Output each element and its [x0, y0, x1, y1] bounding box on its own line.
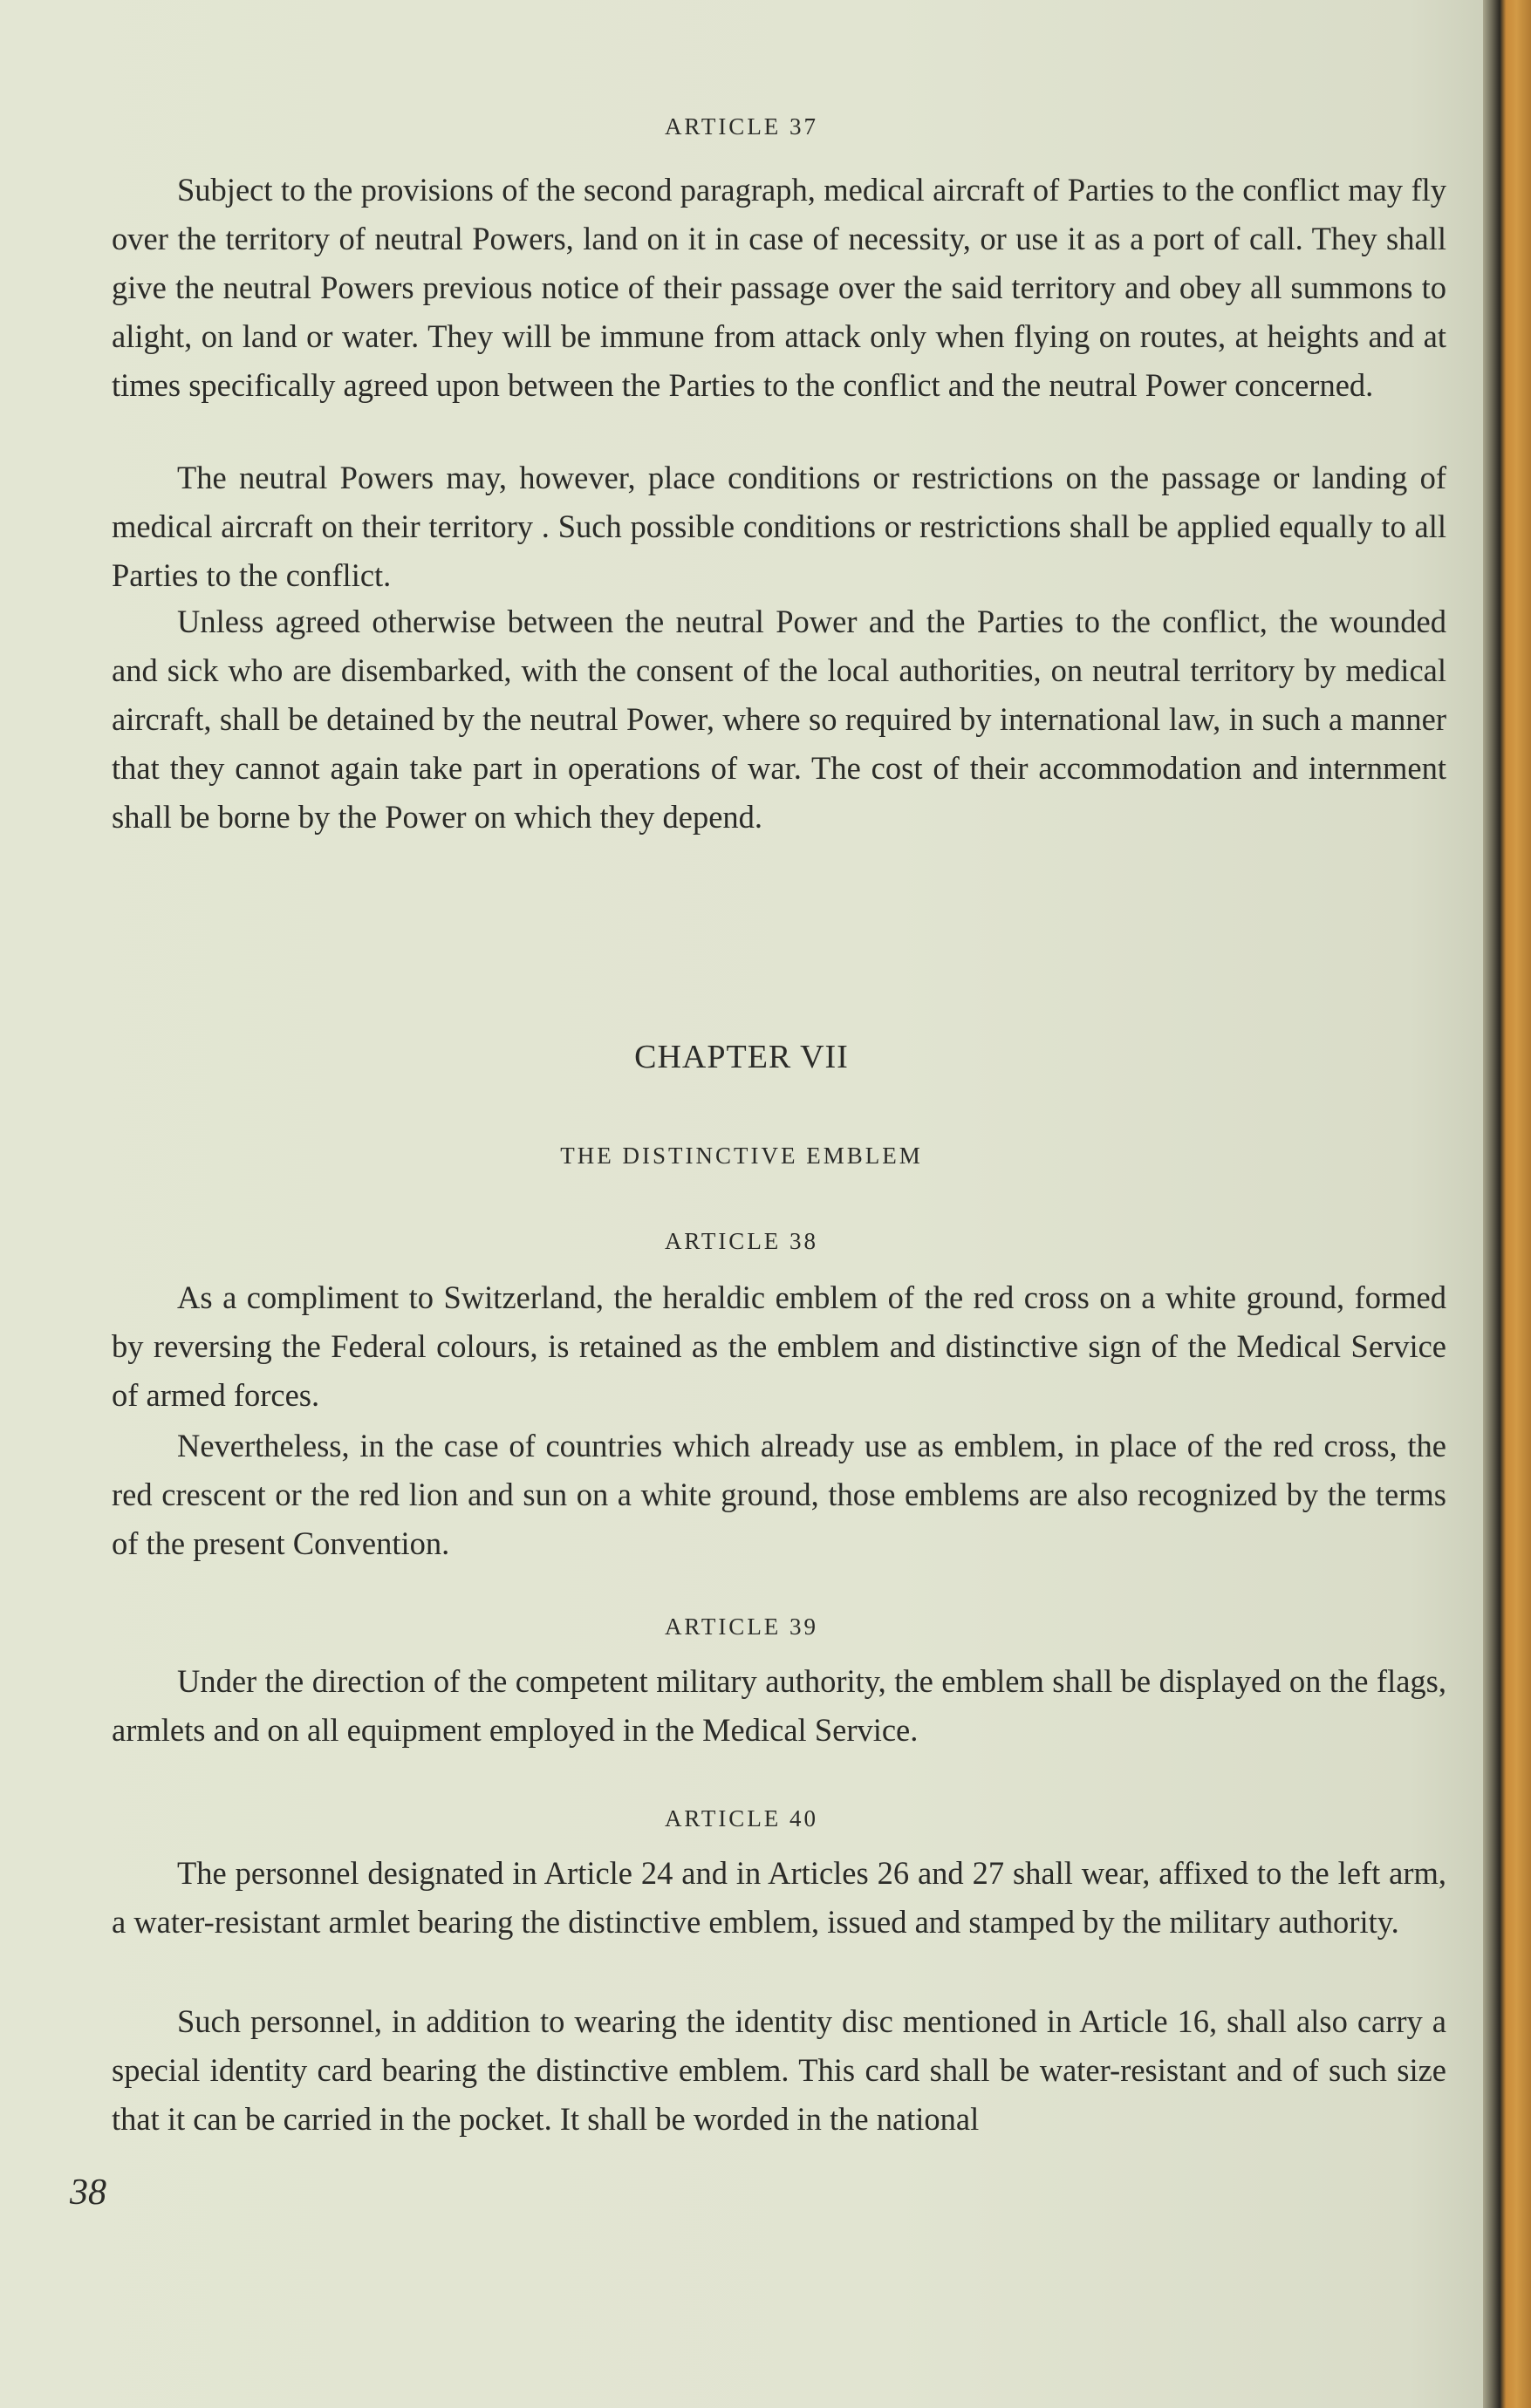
chapter-subtitle: THE DISTINCTIVE EMBLEM [560, 1143, 923, 1169]
article-37-heading: ARTICLE 37 [664, 113, 819, 140]
article-38-heading: ARTICLE 38 [664, 1228, 819, 1254]
article-40-paragraph-2: Such personnel, in addition to wearing the identity disc mentioned in Article 16, shall also carry a special identity card bearing the distinctive emblem. This card shall be water-resistant and of such size that it can be carried in the pocket. It shall be worded in the national [112, 2003, 1446, 2137]
article-40-heading: ARTICLE 40 [664, 1805, 819, 1832]
article-37-paragraph-2: The neutral Powers may, however, place conditions or restrictions on the passage or landing of medical aircraft on their territory . Such possible conditions or restrictions shall be applied equally to all Parties to the conflict. [112, 460, 1446, 593]
article-40-paragraph-1: The personnel designated in Article 24 and in Articles 26 and 27 shall wear, affixed to the left arm, a water-resistant armlet bearing the distinctive emblem, issued and stamped by the military authority. [112, 1855, 1446, 1940]
article-38-paragraph-1: As a compliment to Switzerland, the heraldic emblem of the red cross on a white ground, formed by reversing the Federal colours, is retained as the emblem and distinctive sign of the Medical Service of armed forces. [112, 1279, 1446, 1413]
article-39-heading: ARTICLE 39 [664, 1613, 819, 1640]
article-37-paragraph-3: Unless agreed otherwise between the neutral Power and the Parties to the conflict, the wounded and sick who are disembarked, with the consent of the local authorities, on neutral territory by medical aircraft, shall be detained by the neutral Power, where so required by international law, in such a manner that they cannot again take part in operations of war. The cost of their accommodation and internment shall be borne by the Power on which they depend. [112, 604, 1446, 835]
article-38-paragraph-2: Nevertheless, in the case of countries which already use as emblem, in place of the red cross, the red crescent or the red lion and sun on a white ground, those emblems are also recognized by the terms of the present Convention. [112, 1428, 1446, 1561]
article-39-paragraph-1: Under the direction of the competent military authority, the emblem shall be displayed on the flags, armlets and on all equipment employed in the Medical Service. [112, 1663, 1446, 1748]
book-binding-edge [1483, 0, 1531, 2408]
chapter-title: CHAPTER VII [634, 1039, 849, 1075]
page-number: 38 [70, 2173, 106, 2213]
article-37-paragraph-1: Subject to the provisions of the second paragraph, medical aircraft of Parties to the conflict may fly over the territory of neutral Powers, land on it in case of necessity, or use it as a port of call. They shall give the neutral Powers previous notice of their passage over the said territory and obey all summons to alight, on land or water. They will be immune from attack only when flying on routes, at heights and at times specifically agreed upon between the Parties to the conflict and the neutral Power concerned. [112, 172, 1446, 403]
